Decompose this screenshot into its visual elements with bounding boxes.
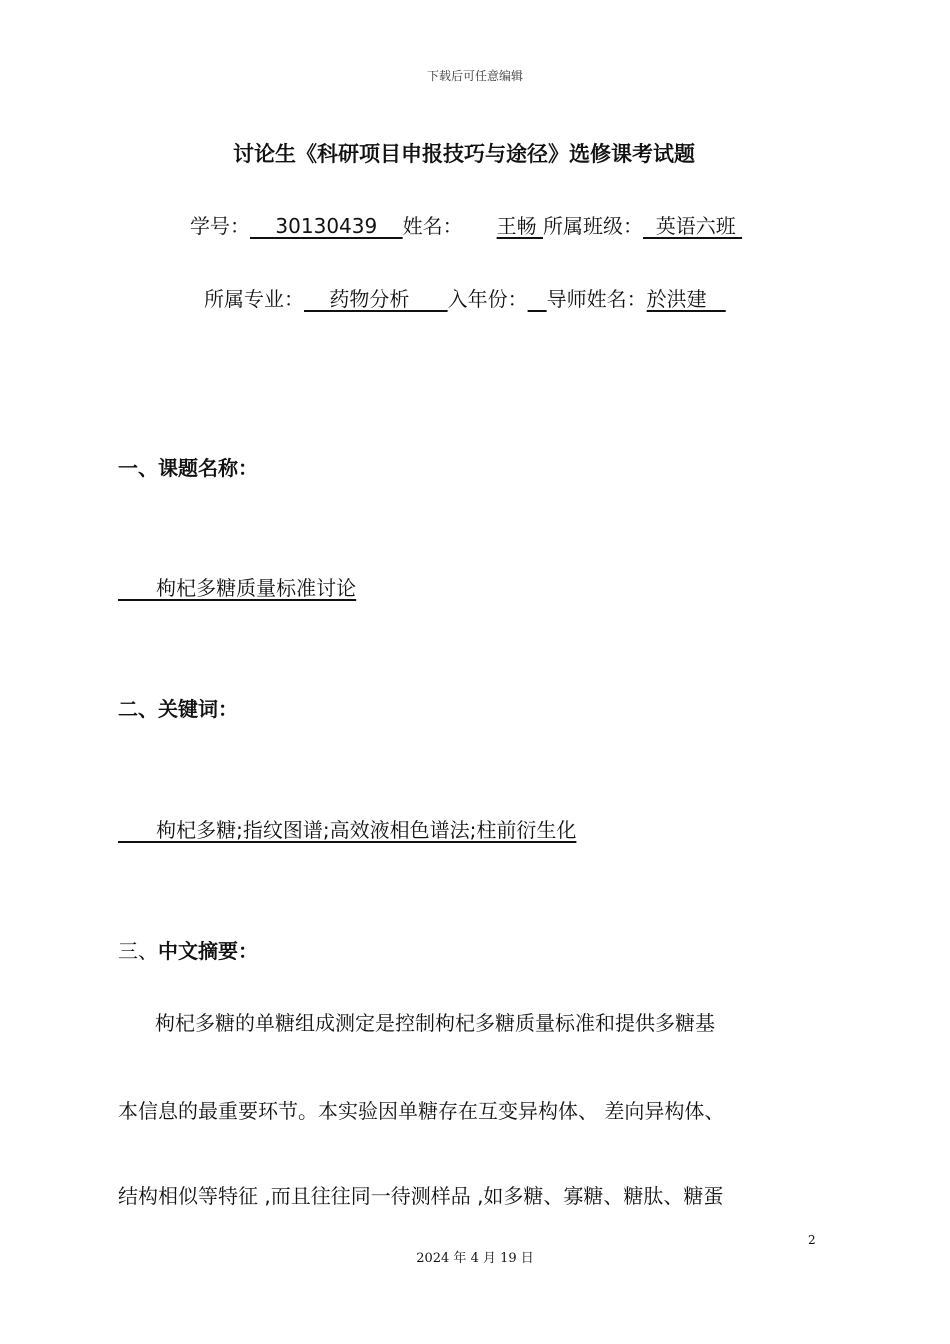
name-label: 姓名： <box>402 214 463 238</box>
keywords-value: 枸杞多糖;指纹图谱;高效液相色谱法;柱前衍生化 <box>118 818 577 842</box>
header-note: 下载后可任意编辑 <box>426 69 523 83</box>
abstract-line: 本信息的最重要环节。本实验因单糖存在互变异构体、 差向异构体、 <box>118 1099 725 1123</box>
info-row-1 <box>190 210 742 239</box>
major-label: 所属专业： <box>204 287 304 311</box>
info-row-2 <box>204 283 726 312</box>
year-value <box>528 287 547 311</box>
page-number: 2 <box>808 1233 816 1247</box>
abstract-heading-prefix: 三、 <box>118 939 158 963</box>
abstract-heading-main: 中文摘要： <box>158 939 258 963</box>
advisor-value: 於洪建 <box>646 287 726 311</box>
major-value: 药物分析 <box>304 287 448 311</box>
class-value: 英语六班 <box>643 214 743 238</box>
abstract-line: 结构相似等特征 ,而且往往同一待测样品 ,如多糖、寡糖、糖肽、糖蛋 <box>118 1184 724 1208</box>
keywords-heading: 二、关键词： <box>118 697 238 721</box>
document-title: 讨论生《科研项目申报技巧与途径》选修课考试题 <box>233 142 695 166</box>
class-label: 所属班级： <box>543 214 644 238</box>
student-id-label: 学号： <box>190 214 250 238</box>
student-id-value: 30130439 <box>250 214 403 238</box>
abstract-line: 枸杞多糖的单糖组成测定是控制枸杞多糖质量标准和提供多糖基 <box>155 1011 715 1035</box>
topic-heading: 一、课题名称： <box>118 456 258 480</box>
year-label: 入年份： <box>447 287 528 311</box>
topic-value: 枸杞多糖质量标准讨论 <box>118 576 357 600</box>
advisor-label: 导师姓名： <box>546 287 647 311</box>
name-value: 王畅 <box>496 214 544 238</box>
footer-date: 2024 年 4 月 19 日 <box>416 1251 534 1266</box>
abstract-heading <box>118 935 258 964</box>
